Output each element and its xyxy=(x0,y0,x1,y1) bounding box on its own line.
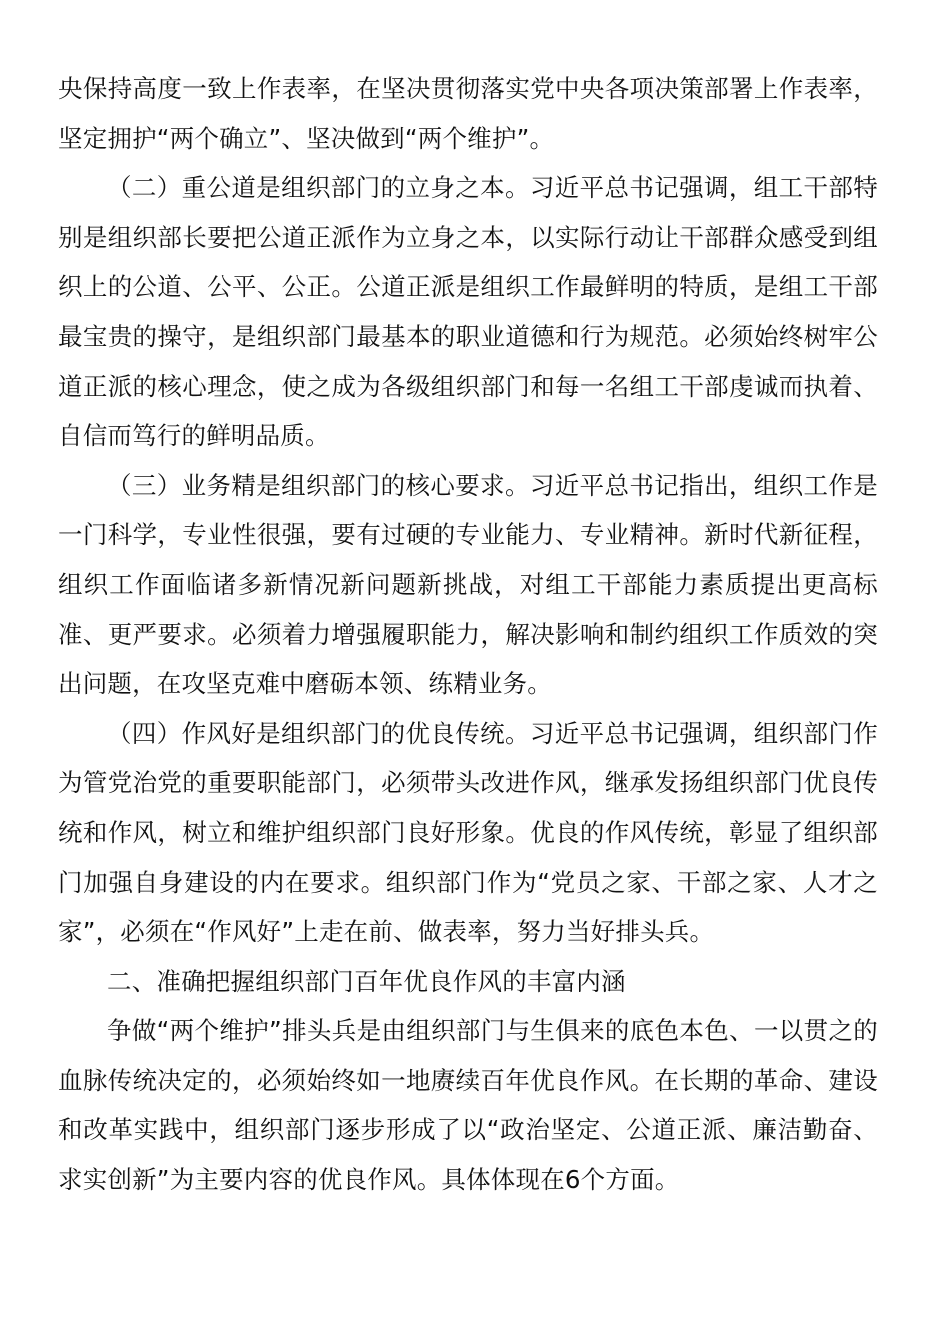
paragraph-intro: 争做“两个维护”排头兵是由组织部门与生俱来的底色本色、一以贯之的血脉传统决定的，必须始终如一地赓续百年优良作风。在长期的革命、建设和改革实践中，组织部门逐步形成了以“政治坚定、公道正派、廉洁勤奋、求实创新”为主要内容的优良作风。具体体现在6个方面。 xyxy=(58,1016,878,1195)
paragraph-section-three: （三）业务精是组织部门的核心要求。习近平总书记指出，组织工作是一门科学，专业性很强，要有过硬的专业能力、专业精神。新时代新征程，组织工作面临诸多新情况新问题新挑战，对组工干部能力素质提出更高标准、更严要求。必须着力增强履职能力，解决影响和制约组织工作质效的突出问题，在攻坚克难中磨砺本领、练精业务。 xyxy=(58,470,878,699)
document-body xyxy=(58,64,878,1205)
paragraph-section-two: （二）重公道是组织部门的立身之本。习近平总书记强调，组工干部特别是组织部长要把公道正派作为立身之本，以实际行动让干部群众感受到组织上的公道、公平、公正。公道正派是组织工作最鲜明的特质，是组工干部最宝贵的操守，是组织部门最基本的职业道德和行为规范。必须始终树牢公道正派的核心理念，使之成为各级组织部门和每一名组工干部虔诚而执着、自信而笃行的鲜明品质。 xyxy=(58,173,878,451)
paragraph-section-four: （四）作风好是组织部门的优良传统。习近平总书记强调，组织部门作为管党治党的重要职能部门，必须带头改进作风，继承发扬组织部门优良传统和作风，树立和维护组织部门良好形象。优良的作风传统，彰显了组织部门加强自身建设的内在要求。组织部门作为“党员之家、干部之家、人才之家”，必须在“作风好”上走在前、做表率，努力当好排头兵。 xyxy=(58,718,878,947)
section-heading: 二、准确把握组织部门百年优良作风的丰富内涵 xyxy=(107,966,626,996)
paragraph-continuation: 央保持高度一致上作表率，在坚决贯彻落实党中央各项决策部署上作表率，坚定拥护“两个确立”、坚决做到“两个维护”。 xyxy=(58,74,878,153)
